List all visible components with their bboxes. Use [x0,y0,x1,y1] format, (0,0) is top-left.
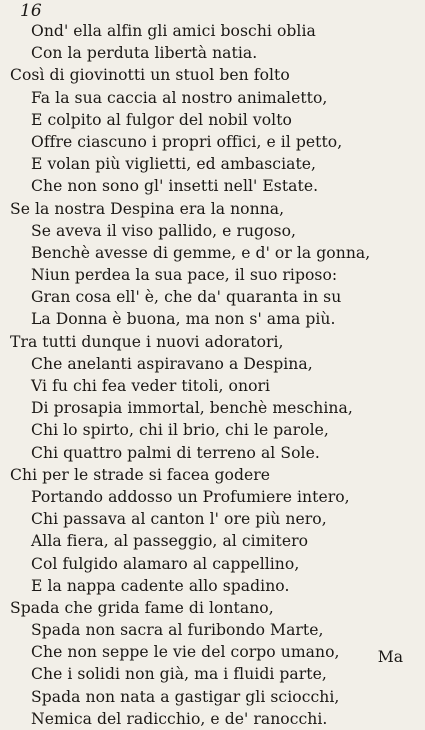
verse-line: Ond' ella alfin gli amici boschi oblia [31,22,316,40]
verse-line: Niun perdea la sua pace, il suo riposo: [31,266,338,285]
verse-line: Portando addosso un Profumiere intero, [31,487,350,506]
verse-line: Alla fiera, al passeggio, al cimitero [31,532,309,551]
verse-line: Chi lo spirto, chi il brio, chi le parole, [31,421,329,440]
verse-line: Chi per le strade si facea godere [10,465,271,484]
catchword: Ma [377,648,403,666]
verse-line: Che anelanti aspiravano a Despina, [31,354,313,373]
verse-line: Che non sono gl' insetti nell' Estate. [31,177,319,196]
verse-line: E la nappa cadente allo spadino. [31,576,290,595]
verse-line: Offre ciascuno i propri offici, e il petto, [31,132,343,151]
verse-line: Vi fu chi fea veder titoli, onori [31,377,271,395]
page-number: 16 [20,1,42,21]
verse-line: Se la nostra Despina era la nonna, [10,199,285,218]
verse-line: Spada che grida fame di lontano, [10,598,274,617]
verse-line: Che i solidi non già, ma i fluidi parte, [31,665,327,684]
verse-line: Col fulgido alamaro al cappellino, [31,554,300,573]
verse-line: Di prosapia immortal, benchè meschina, [31,399,353,418]
verse-line: Spada non sacra al furibondo Marte, [31,621,324,640]
verse-line: Chi quattro palmi di terreno al Sole. [31,443,320,462]
verse-body [0,20,425,730]
verse-line: Che non seppe le vie del corpo umano, [31,643,340,662]
verse-line: Spada non nata a gastigar gli sciocchi, [31,687,340,706]
verse-line: E colpito al fulgor del nobil volto [31,110,292,129]
verse-line: Tra tutti dunque i nuovi adoratori, [10,332,284,351]
verse-line: Fa la sua caccia al nostro animaletto, [31,88,328,107]
verse-line: Se aveva il viso pallido, e rugoso, [31,221,297,240]
verse-line: Con la perduta libertà natia. [31,44,258,63]
verse-line: Gran cosa ell' è, che da' quaranta in su [31,288,342,307]
verse-line: Nemica del radicchio, e de' ranocchi. [31,709,328,728]
verse-line: Chi passava al canton l' ore più nero, [31,510,327,529]
verse-line: E volan più viglietti, ed ambasciate, [31,155,317,174]
verse-line: Così di giovinotti un stuol ben folto [10,66,290,85]
verse-line: Benchè avesse di gemme, e d' or la gonna, [31,243,371,262]
verse-line: La Donna è buona, ma non s' ama più. [31,310,336,329]
